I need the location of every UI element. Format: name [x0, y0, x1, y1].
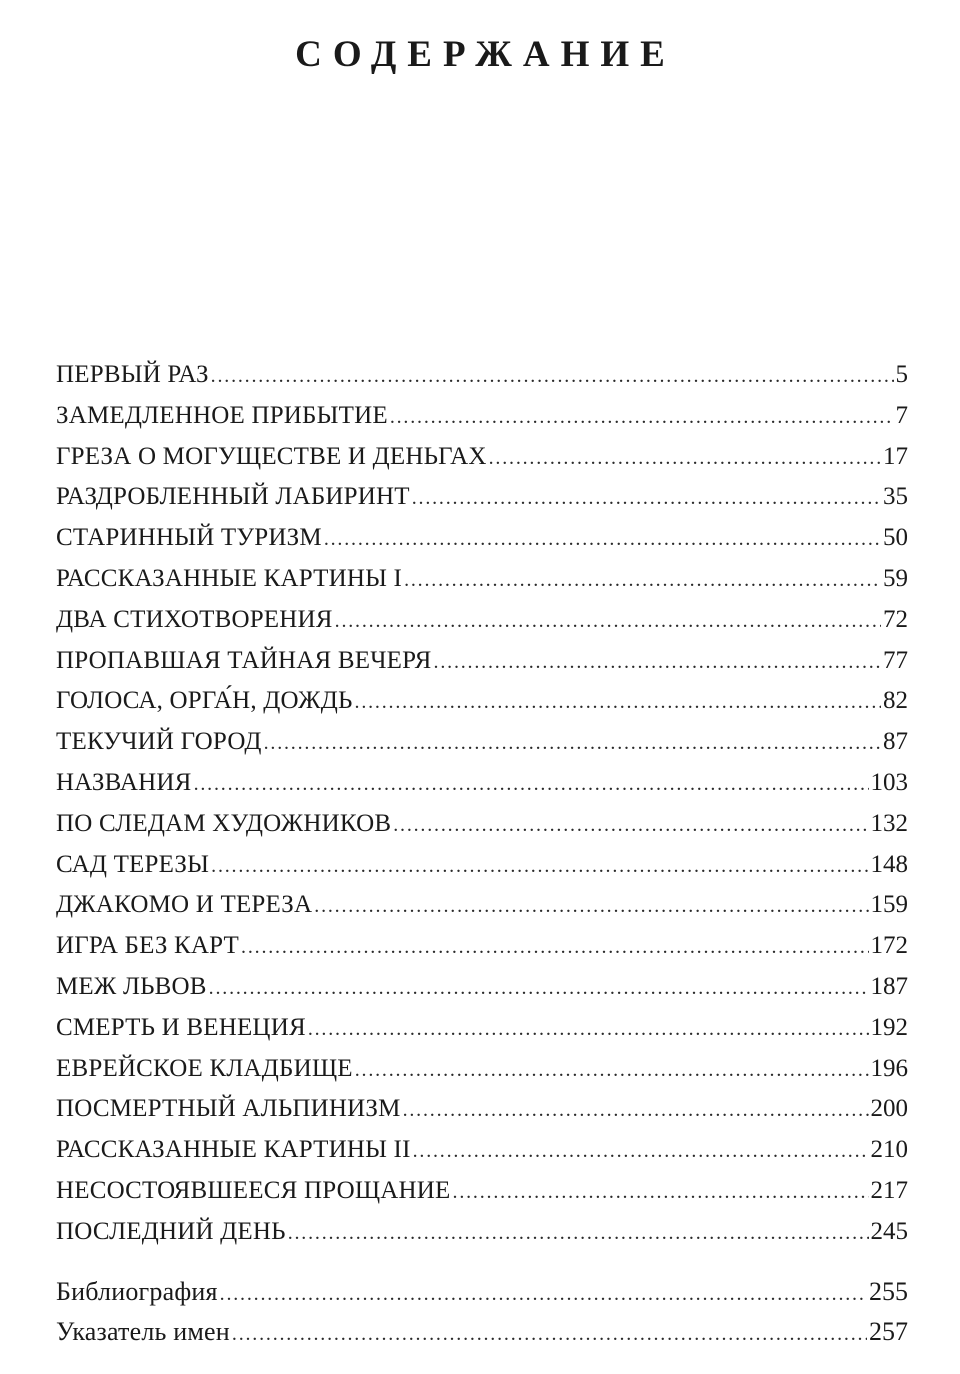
toc-entry-title: ДЖАКОМО И ТЕРЕЗА [56, 891, 313, 919]
toc-entry [56, 1008, 908, 1049]
toc-entry-title: СТАРИННЫЙ ТУРИЗМ [56, 524, 322, 552]
page-title: СОДЕРЖАНИЕ [295, 33, 676, 75]
toc-entry-page-number: 257 [869, 1317, 908, 1346]
toc-entry [56, 722, 908, 763]
dot-leader [314, 886, 868, 927]
dot-leader [412, 478, 881, 519]
toc-entry [56, 1089, 908, 1130]
toc-entry-page-number: 72 [883, 605, 908, 633]
dot-leader [355, 1050, 869, 1091]
toc-entry-title: ГОЛОСА, ОРГА́Н, ДОЖДЬ [56, 687, 353, 715]
toc-entry [56, 559, 908, 600]
dot-leader [288, 1213, 869, 1254]
toc-entry [56, 518, 908, 559]
toc-entry-page-number: 59 [883, 564, 908, 592]
toc-entry-title: ЕВРЕЙСКОЕ КЛАДБИЩЕ [56, 1054, 353, 1082]
toc-entry [56, 926, 908, 967]
dot-leader [264, 723, 881, 764]
dot-leader [220, 1274, 867, 1314]
toc-entry [56, 804, 908, 845]
toc-entry [56, 1312, 908, 1352]
toc-entry-title: ТЕКУЧИЙ ГОРОД [56, 728, 262, 756]
toc-entry-title: РАЗДРОБЛЕННЫЙ ЛАБИРИНТ [56, 483, 410, 511]
dot-leader [434, 642, 881, 683]
toc-entry-page-number: 172 [870, 932, 908, 960]
dot-leader [453, 1172, 869, 1213]
dot-leader [393, 805, 868, 846]
toc-entry [56, 967, 908, 1008]
toc-entry-title: САД ТЕРЕЗЫ [56, 850, 210, 878]
toc-entry-page-number: 17 [883, 442, 908, 470]
toc-entry-page-number: 5 [895, 361, 908, 388]
dot-leader [194, 764, 869, 805]
toc-entry-title: ГРЕЗА О МОГУЩЕСТВЕ И ДЕНЬГАХ [56, 442, 487, 470]
toc-entry-title: Указатель имен [56, 1317, 230, 1346]
back-matter-list [56, 1272, 908, 1352]
toc-entry [56, 681, 908, 722]
toc-entry-page-number: 159 [870, 891, 908, 919]
toc-entry-title: ИГРА БЕЗ КАРТ [56, 932, 240, 960]
toc-entry-page-number: 87 [883, 728, 908, 756]
dot-leader [211, 356, 894, 397]
toc-entry-title: РАССКАЗАННЫЕ КАРТИНЫ II [56, 1136, 411, 1164]
dot-leader [308, 1009, 869, 1050]
toc-entry-page-number: 103 [870, 768, 908, 796]
toc-entry-title: СМЕРТЬ И ВЕНЕЦИЯ [56, 1013, 306, 1041]
dot-leader [209, 968, 869, 1009]
toc-entry-page-number: 196 [870, 1054, 908, 1082]
toc-entry-page-number: 77 [883, 646, 908, 674]
toc-entry-page-number: 7 [895, 401, 908, 429]
toc-entry-title: ПОСЛЕДНИЙ ДЕНЬ [56, 1217, 286, 1245]
toc-entry [56, 1272, 908, 1312]
toc-entry [56, 641, 908, 682]
dot-leader [211, 846, 868, 887]
dot-leader [355, 682, 881, 723]
toc-entry [56, 845, 908, 886]
toc-entry-page-number: 245 [870, 1217, 908, 1245]
toc-entry-page-number: 192 [870, 1013, 908, 1041]
toc-entry [56, 477, 908, 518]
toc-entry-page-number: 35 [883, 483, 908, 511]
toc-entry-title: РАССКАЗАННЫЕ КАРТИНЫ I [56, 564, 403, 592]
toc-entry-title: ПОСМЕРТНЫЙ АЛЬПИНИЗМ [56, 1095, 401, 1123]
toc-entry-page-number: 255 [869, 1277, 908, 1306]
toc-entry-page-number: 187 [870, 972, 908, 1000]
dot-leader [390, 397, 894, 438]
dot-leader [335, 601, 881, 642]
toc-entry-page-number: 217 [870, 1176, 908, 1204]
dot-leader [403, 1090, 869, 1131]
toc-entry-page-number: 210 [870, 1136, 908, 1164]
toc-entry [56, 1130, 908, 1171]
dot-leader [324, 519, 881, 560]
toc-entry [56, 1212, 908, 1253]
toc-entry [56, 355, 908, 396]
dot-leader [489, 438, 881, 479]
toc-entry-page-number: 82 [883, 687, 908, 715]
toc-entry-title: ПЕРВЫЙ РАЗ [56, 361, 209, 388]
toc-entry-title: Библиография [56, 1277, 218, 1306]
toc-entry [56, 600, 908, 641]
toc-entry [56, 885, 908, 926]
toc-entry-page-number: 148 [870, 850, 908, 878]
toc-entry-page-number: 132 [870, 809, 908, 837]
toc-entry-title: ПРОПАВШАЯ ТАЙНАЯ ВЕЧЕРЯ [56, 646, 432, 674]
dot-leader [241, 927, 868, 968]
toc-entry-title: ПО СЛЕДАМ ХУДОЖНИКОВ [56, 809, 392, 837]
toc-entry-page-number: 200 [870, 1095, 908, 1123]
toc-entry-title: ЗАМЕДЛЕННОЕ ПРИБЫТИЕ [56, 401, 388, 429]
toc-entry [56, 1049, 908, 1090]
toc-entry-title: НЕСОСТОЯВШЕЕСЯ ПРОЩАНИЕ [56, 1176, 451, 1204]
dot-leader [413, 1131, 869, 1172]
toc-entry-title: МЕЖ ЛЬВОВ [56, 972, 207, 1000]
dot-leader [404, 560, 881, 601]
toc-entry-title: НАЗВАНИЯ [56, 768, 192, 796]
toc-entry [56, 396, 908, 437]
dot-leader [232, 1314, 867, 1354]
toc-entry [56, 1171, 908, 1212]
toc-entry-page-number: 50 [883, 524, 908, 552]
toc-entry-title: ДВА СТИХОТВОРЕНИЯ [56, 605, 333, 633]
toc-entry [56, 437, 908, 478]
toc-entry [56, 763, 908, 804]
chapter-list [56, 355, 908, 1253]
